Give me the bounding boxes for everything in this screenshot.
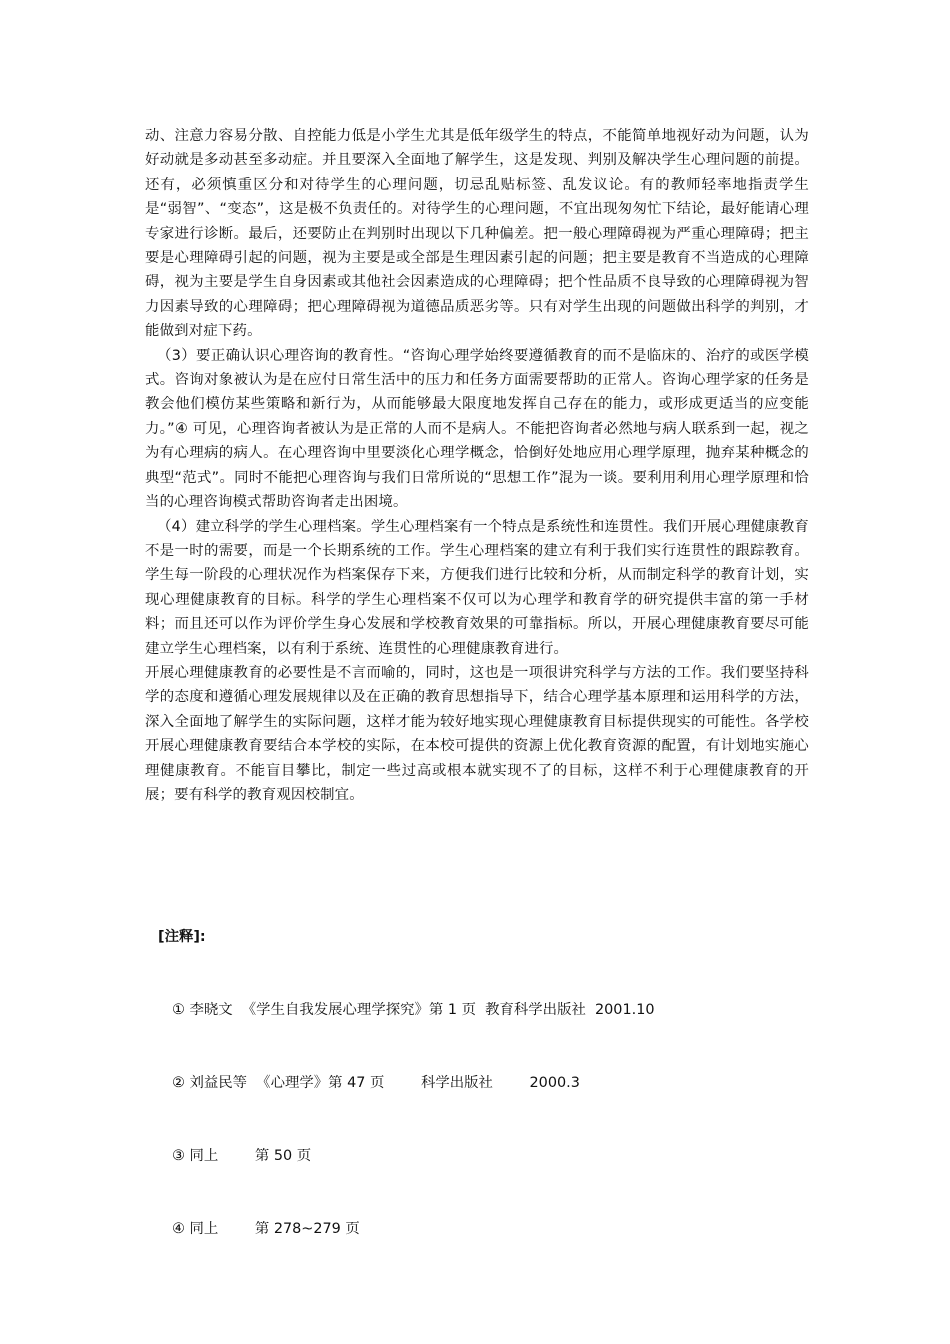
note-item-4: ④ 同上 第 278~279 页 [172,1221,360,1238]
note-item-1: ① 李晓文 《学生自我发展心理学探究》第 1 页 教育科学出版社 2001.10 [172,1001,655,1018]
paragraph-3: （3）要正确认识心理咨询的教育性。“咨询心理学始终要遵循教育的而不是临床的、治疗的或医学模式。咨询对象被认为是在应付日常生活中的压力和任务方面需要帮助的正常人。咨询心理学家的任务是教会他们模仿某些策略和新行为，从而能够最大限度地发挥自己存在的能力，或形成更适当的应变能力。”④ 可见，心理咨询者被认为是正常的人而不是病人。不能把咨询者必然地与病人联系到一起，视之为有心理病的病人。在心理咨询中里要淡化心理学概念，恰倒好处地应用心理学原理，抛弃某种概念的典型“范式”。同时不能把心理咨询与我们日常所说的“思想工作”混为一谈。要利用利用心理学原理和恰当的心理咨询模式帮助咨询者走出困境。 [145,347,809,511]
note-item-3: ③ 同上 第 50 页 [172,1148,312,1165]
paragraph-conclusion: 开展心理健康教育的必要性是不言而喻的，同时，这也是一项很讲究科学与方法的工作。我们要坚持科学的态度和遵循心理发展规律以及在正确的教育思想指导下，结合心理学基本原理和运用科学的方法，深入全面地了解学生的实际问题，这样才能为较好地实现心理健康教育目标提供现实的可能性。各学校开展心理健康教育要结合本学校的实际，在本校可提供的资源上优化教育资源的配置，有计划地实施心理健康教育。不能盲目攀比，制定一些过高或根本就实现不了的目标，这样不利于心理健康教育的开展；要有科学的教育观因校制宜。 [145,664,809,803]
paragraph-continued: 动、注意力容易分散、自控能力低是小学生尤其是低年级学生的特点，不能简单地视好动为问题，认为好动就是多动甚至多动症。并且要深入全面地了解学生，这是发现、判别及解决学生心理问题的前提。还有，必须慎重区分和对待学生的心理问题，切忌乱贴标签、乱发议论。有的教师轻率地指责学生是“弱智”、“变态”，这是极不负责任的。对待学生的心理问题，不宜出现匆匆忙下结论，最好能请心理专家进行诊断。最后，还要防止在判别时出现以下几种偏差。把一般心理障碍视为严重心理障碍；把主要是心理障碍引起的问题，视为主要是或全部是生理因素引起的问题；把主要是教育不当造成的心理障碍，视为主要是学生自身因素或其他社会因素造成的心理障碍；把个性品质不良导致的心理障碍视为智力因素导致的心理障碍；把心理障碍视为道德品质恶劣等。只有对学生出现的问题做出科学的判别，才能做到对症下药。 [145,128,809,340]
notes-list [172,949,655,1291]
notes-heading: [注释]: [158,929,206,945]
note-item-2: ② 刘益民等 《心理学》第 47 页 科学出版社 2000.3 [172,1075,580,1092]
paragraph-4: （4）建立科学的学生心理档案。学生心理档案有一个特点是系统性和连贯性。我们开展心理健康教育不是一时的需要，而是一个长期系统的工作。学生心理档案的建立有利于我们实行连贯性的跟踪教育。学生每一阶段的心理状况作为档案保存下来，方便我们进行比较和分析，从而制定科学的教育计划，实现心理健康教育的目标。科学的学生心理档案不仅可以为心理学和教育学的研究提供丰富的第一手材料；而且还可以作为评价学生身心发展和学校教育效果的可靠指标。所以，开展心理健康教育要尽可能建立学生心理档案，以有利于系统、连贯性的心理健康教育进行。 [145,518,809,657]
body-text [145,124,809,807]
